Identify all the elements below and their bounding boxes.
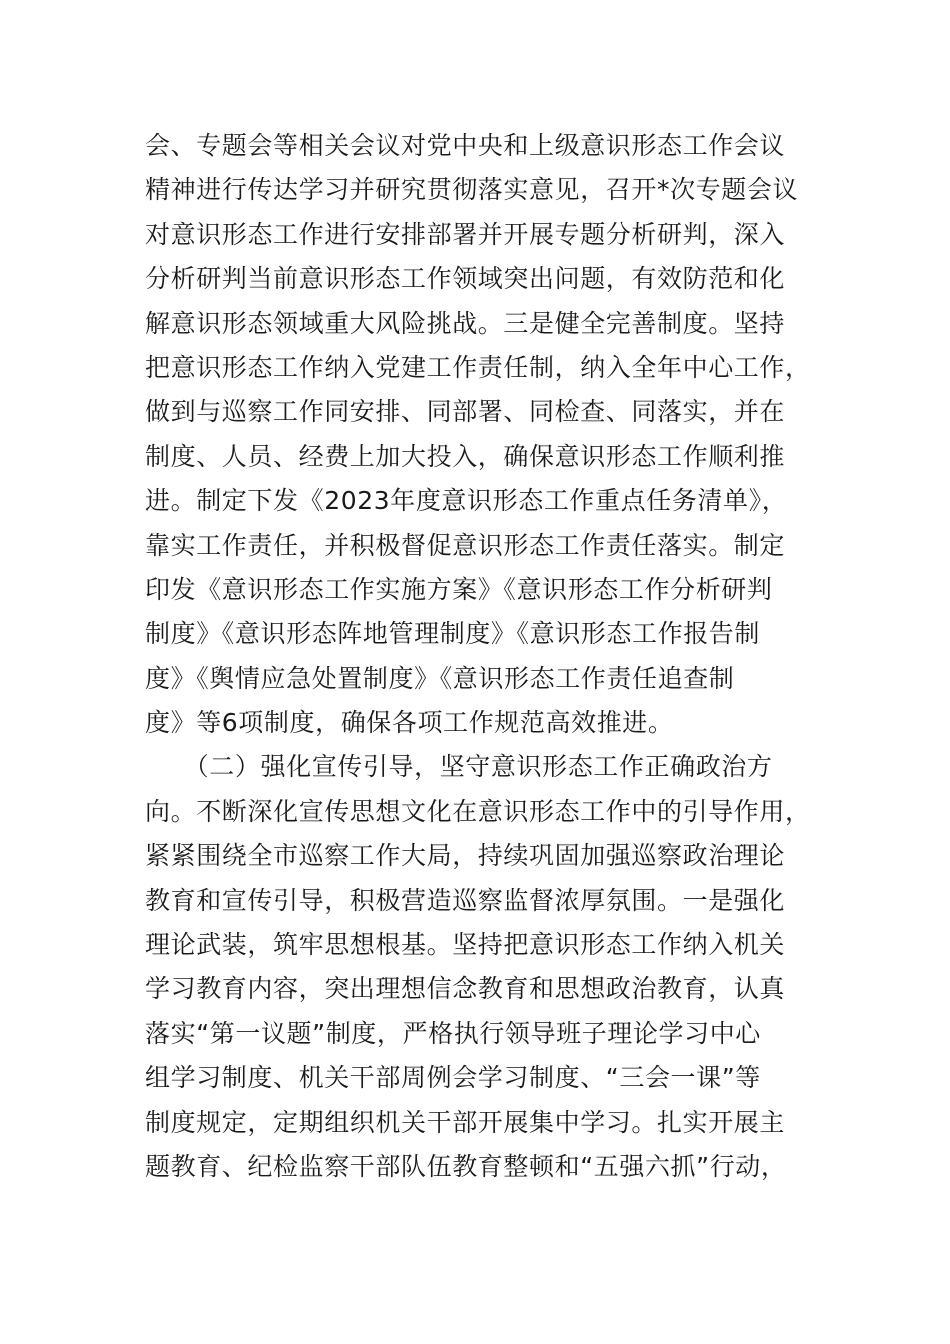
text-line: 学习教育内容，突出理想信念教育和思想政治教育，认真 (145, 974, 786, 1004)
text-line: 题教育、纪检监察干部队伍教育整顿和“五强六抓”行动， (145, 1151, 787, 1181)
text-line: 组学习制度、机关干部周例会学习制度、“三会一课”等 (145, 1063, 761, 1093)
text-line: 制度规定，定期组织机关干部开展集中学习。扎实开展主 (145, 1107, 786, 1137)
text-line: 精神进行传达学习并研究贯彻落实意见，召开*次专题会议 (145, 175, 799, 205)
text-line: 制度》《意识形态阵地管理制度》《意识形态工作报告制 (145, 619, 761, 649)
text-line: 会、专题会等相关会议对党中央和上级意识形态工作会议 (145, 131, 786, 160)
document-body (145, 124, 810, 1189)
text-line: 制度、人员、经费上加大投入，确保意识形态工作顺利推 (145, 441, 786, 471)
text-line: 进。制定下发《2023年度意识形态工作重点任务清单》， (145, 486, 788, 516)
text-line: 教育和宣传引导，积极营造巡察监督浓厚氛围。一是强化 (145, 885, 786, 915)
text-line: 度》等6项制度，确保各项工作规范高效推进。 (145, 708, 674, 738)
text-line: 理论武装，筑牢思想根基。坚持把意识形态工作纳入机关 (145, 930, 786, 960)
text-line: 向。不断深化宣传思想文化在意识形态工作中的引导作用， (145, 796, 811, 826)
text-line: 分析研判当前意识形态工作领域突出问题，有效防范和化 (145, 264, 786, 294)
section-heading-line: （二）强化宣传引导，坚守意识形态工作正确政治方 (145, 752, 773, 782)
text-line: 印发《意识形态工作实施方案》《意识形态工作分析研判 (145, 574, 773, 604)
text-line: 落实“第一议题”制度，严格执行领导班子理论学习中心 (145, 1018, 761, 1048)
text-line: 靠实工作责任，并积极督促意识形态工作责任落实。制定 (145, 530, 786, 560)
text-line: 把意识形态工作纳入党建工作责任制，纳入全年中心工作， (145, 352, 811, 382)
text-line: 紧紧围绕全市巡察工作大局，持续巩固加强巡察政治理论 (145, 841, 786, 871)
text-line: 对意识形态工作进行安排部署并开展专题分析研判，深入 (145, 219, 786, 249)
text-line: 做到与巡察工作同安排、同部署、同检查、同落实，并在 (145, 397, 786, 427)
text-line: 解意识形态领域重大风险挑战。三是健全完善制度。坚持 (145, 308, 786, 338)
text-line: 度》《舆情应急处置制度》《意识形态工作责任追查制 (145, 663, 735, 693)
